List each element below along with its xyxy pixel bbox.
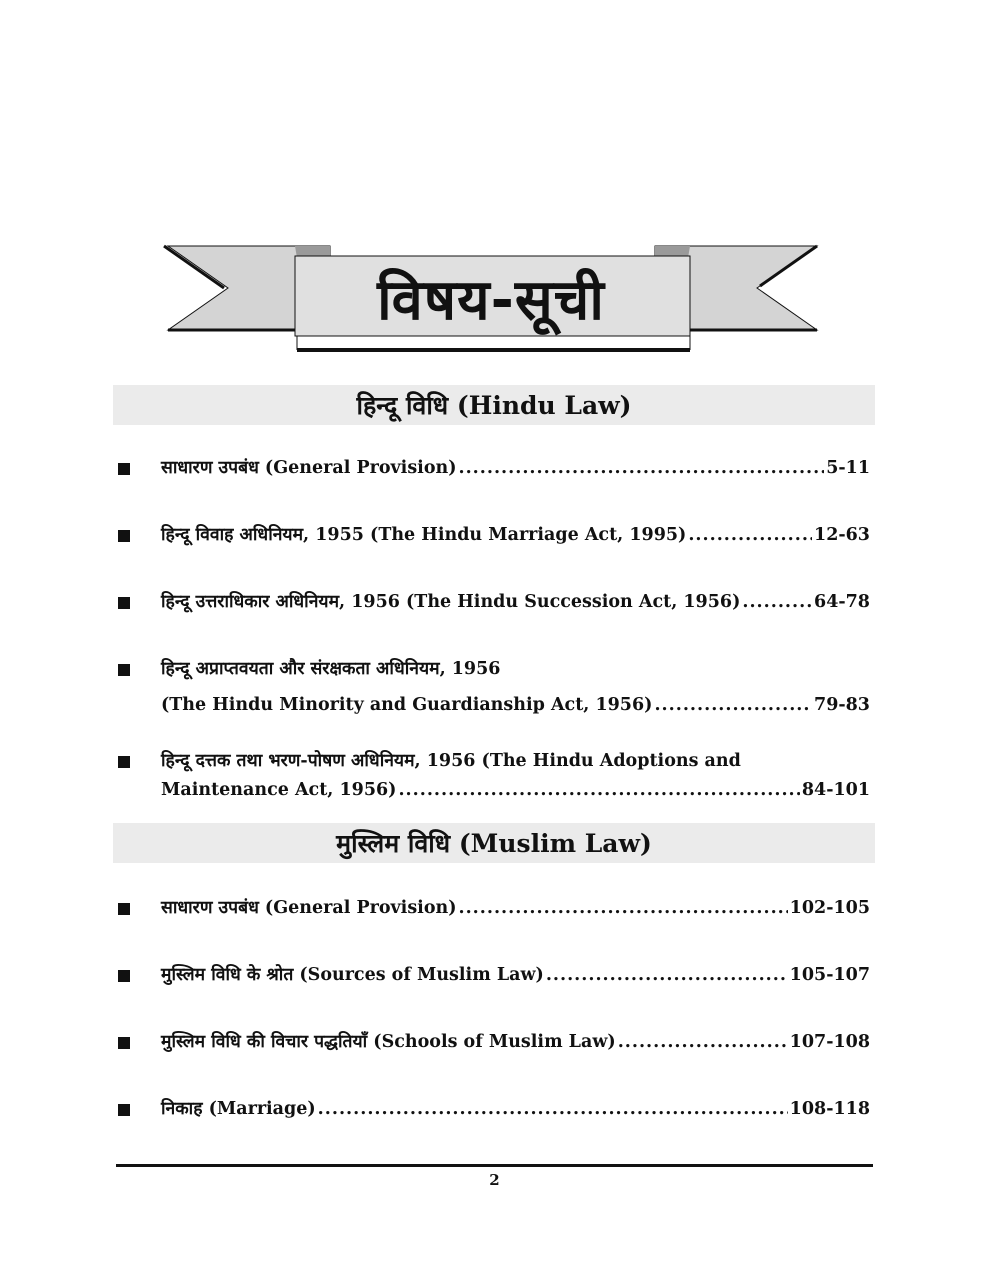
toc-entry-title: हिन्दू विवाह अधिनियम, 1955 (The Hindu Marriage Act, 1995) [161,525,687,545]
dot-leader [318,1096,788,1122]
dot-leader [618,1029,788,1055]
dot-leader [654,692,812,718]
toc-entry-title-line1: हिन्दू दत्तक तथा भरण-पोषण अधिनियम, 1956 (The Hindu Adoptions and [161,751,741,771]
toc-entry-title-line1: हिन्दू अप्राप्तवयता और संरक्षकता अधिनियम, 1956 [161,659,501,679]
toc-entry-pages: 84-101 [801,780,870,800]
bullet-icon [118,903,130,915]
toc-entry[interactable] [118,522,870,552]
toc-entry-title: मुस्लिम विधि की विचार पद्धतियाँ (Schools of Muslim Law) [161,1032,616,1052]
bullet-icon [118,970,130,982]
dot-leader [398,777,799,803]
toc-entry-pages: 105-107 [789,965,870,985]
toc-entry-pages: 79-83 [814,695,870,715]
toc-entry[interactable] [118,1029,870,1059]
toc-entry[interactable] [118,895,870,925]
toc-entry-title: साधारण उपबंध (General Provision) [161,458,457,478]
toc-entry-pages: 107-108 [789,1032,870,1052]
bullet-icon [118,1037,130,1049]
section-heading-muslim-law: मुस्लिम विधि (Muslim Law) [113,823,875,863]
toc-entry-pages: 5-11 [826,458,870,478]
dot-leader [742,589,812,615]
dot-leader [459,895,788,921]
toc-entry[interactable] [118,455,870,485]
toc-entry-title: Maintenance Act, 1956) [161,780,397,800]
dot-leader [688,522,812,548]
toc-entry-pages: 108-118 [789,1099,870,1119]
dot-leader [546,962,788,988]
dot-leader [459,455,825,481]
page-number: 2 [489,1171,500,1189]
toc-entry[interactable] [118,1096,870,1126]
toc-entry-pages: 12-63 [814,525,870,545]
page-title: विषय-सूची [377,268,605,333]
toc-entry-title: मुस्लिम विधि के श्रोत (Sources of Muslim Law) [161,965,544,985]
toc-entry-title: (The Hindu Minority and Guardianship Act, 1956) [161,695,653,715]
bullet-icon [118,1104,130,1116]
bullet-icon [118,664,130,676]
toc-entry[interactable] [118,748,870,804]
toc-entry-title: हिन्दू उत्तराधिकार अधिनियम, 1956 (The Hindu Succession Act, 1956) [161,592,741,612]
bullet-icon [118,530,130,542]
toc-entry-pages: 64-78 [814,592,870,612]
toc-entry[interactable] [118,589,870,619]
section-heading-hindu-law: हिन्दू विधि (Hindu Law) [113,385,875,425]
bullet-icon [118,597,130,609]
bullet-icon [118,463,130,475]
toc-entry-title: निकाह (Marriage) [161,1099,316,1119]
toc-entry-title: साधारण उपबंध (General Provision) [161,898,457,918]
toc-entry[interactable] [118,962,870,992]
bullet-icon [118,756,130,768]
toc-entry[interactable] [118,656,870,720]
footer-rule [116,1164,873,1167]
toc-entry-pages: 102-105 [789,898,870,918]
